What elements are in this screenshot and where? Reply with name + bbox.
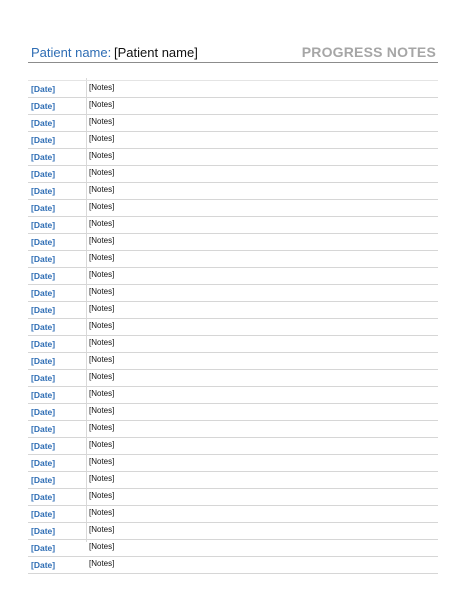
notes-field[interactable]: [Notes] xyxy=(89,236,115,245)
date-field[interactable]: [Date] xyxy=(31,169,56,179)
date-field[interactable]: [Date] xyxy=(31,237,56,247)
note-row xyxy=(28,234,438,251)
note-row xyxy=(28,183,438,200)
notes-field[interactable]: [Notes] xyxy=(89,457,115,466)
date-field[interactable]: [Date] xyxy=(31,152,56,162)
note-row xyxy=(28,285,438,302)
date-field[interactable]: [Date] xyxy=(31,135,56,145)
note-row xyxy=(28,80,438,98)
note-row xyxy=(28,455,438,472)
date-field[interactable]: [Date] xyxy=(31,458,56,468)
note-row xyxy=(28,251,438,268)
notes-field[interactable]: [Notes] xyxy=(89,304,115,313)
note-row xyxy=(28,149,438,166)
notes-field[interactable]: [Notes] xyxy=(89,219,115,228)
date-field[interactable]: [Date] xyxy=(31,271,56,281)
note-row xyxy=(28,319,438,336)
patient-name-label: Patient name: xyxy=(31,45,112,60)
date-field[interactable]: [Date] xyxy=(31,305,56,315)
notes-field[interactable]: [Notes] xyxy=(89,423,115,432)
header xyxy=(28,40,438,63)
notes-field[interactable]: [Notes] xyxy=(89,440,115,449)
patient-name-field[interactable]: [Patient name] xyxy=(114,45,198,60)
notes-field[interactable]: [Notes] xyxy=(89,100,115,109)
notes-field[interactable]: [Notes] xyxy=(89,270,115,279)
notes-field[interactable]: [Notes] xyxy=(89,542,115,551)
notes-field[interactable]: [Notes] xyxy=(89,355,115,364)
date-field[interactable]: [Date] xyxy=(31,339,56,349)
date-field[interactable]: [Date] xyxy=(31,441,56,451)
date-field[interactable]: [Date] xyxy=(31,373,56,383)
date-field[interactable]: [Date] xyxy=(31,356,56,366)
notes-field[interactable]: [Notes] xyxy=(89,321,115,330)
date-field[interactable]: [Date] xyxy=(31,475,56,485)
note-row xyxy=(28,404,438,421)
note-row xyxy=(28,217,438,234)
note-row xyxy=(28,115,438,132)
note-row xyxy=(28,540,438,557)
notes-field[interactable]: [Notes] xyxy=(89,202,115,211)
notes-field[interactable]: [Notes] xyxy=(89,474,115,483)
note-row xyxy=(28,132,438,149)
date-field[interactable]: [Date] xyxy=(31,186,56,196)
notes-field[interactable]: [Notes] xyxy=(89,508,115,517)
note-row xyxy=(28,438,438,455)
date-field[interactable]: [Date] xyxy=(31,509,56,519)
note-row xyxy=(28,557,438,574)
date-field[interactable]: [Date] xyxy=(31,254,56,264)
document-title: PROGRESS NOTES xyxy=(301,44,436,60)
date-field[interactable]: [Date] xyxy=(31,390,56,400)
date-field[interactable]: [Date] xyxy=(31,407,56,417)
date-field[interactable]: [Date] xyxy=(31,492,56,502)
note-row xyxy=(28,98,438,115)
note-row xyxy=(28,302,438,319)
notes-field[interactable]: [Notes] xyxy=(89,389,115,398)
note-row xyxy=(28,387,438,404)
note-row xyxy=(28,353,438,370)
note-row xyxy=(28,421,438,438)
notes-field[interactable]: [Notes] xyxy=(89,134,115,143)
date-field[interactable]: [Date] xyxy=(31,220,56,230)
note-row xyxy=(28,336,438,353)
date-field[interactable]: [Date] xyxy=(31,424,56,434)
note-row xyxy=(28,268,438,285)
note-row xyxy=(28,523,438,540)
date-field[interactable]: [Date] xyxy=(31,84,56,94)
note-row xyxy=(28,506,438,523)
date-field[interactable]: [Date] xyxy=(31,526,56,536)
notes-field[interactable]: [Notes] xyxy=(89,151,115,160)
notes-field[interactable]: [Notes] xyxy=(89,559,115,568)
date-field[interactable]: [Date] xyxy=(31,543,56,553)
notes-field[interactable]: [Notes] xyxy=(89,287,115,296)
note-row xyxy=(28,166,438,183)
date-field[interactable]: [Date] xyxy=(31,203,56,213)
date-field[interactable]: [Date] xyxy=(31,560,56,570)
notes-field[interactable]: [Notes] xyxy=(89,83,115,92)
note-row xyxy=(28,370,438,387)
date-field[interactable]: [Date] xyxy=(31,118,56,128)
note-row xyxy=(28,472,438,489)
notes-table xyxy=(28,80,438,574)
date-field[interactable]: [Date] xyxy=(31,101,56,111)
notes-field[interactable]: [Notes] xyxy=(89,185,115,194)
date-field[interactable]: [Date] xyxy=(31,288,56,298)
notes-field[interactable]: [Notes] xyxy=(89,491,115,500)
note-row xyxy=(28,200,438,217)
notes-field[interactable]: [Notes] xyxy=(89,253,115,262)
notes-field[interactable]: [Notes] xyxy=(89,168,115,177)
notes-field[interactable]: [Notes] xyxy=(89,117,115,126)
date-field[interactable]: [Date] xyxy=(31,322,56,332)
notes-field[interactable]: [Notes] xyxy=(89,338,115,347)
notes-field[interactable]: [Notes] xyxy=(89,525,115,534)
notes-field[interactable]: [Notes] xyxy=(89,372,115,381)
note-row xyxy=(28,489,438,506)
notes-field[interactable]: [Notes] xyxy=(89,406,115,415)
